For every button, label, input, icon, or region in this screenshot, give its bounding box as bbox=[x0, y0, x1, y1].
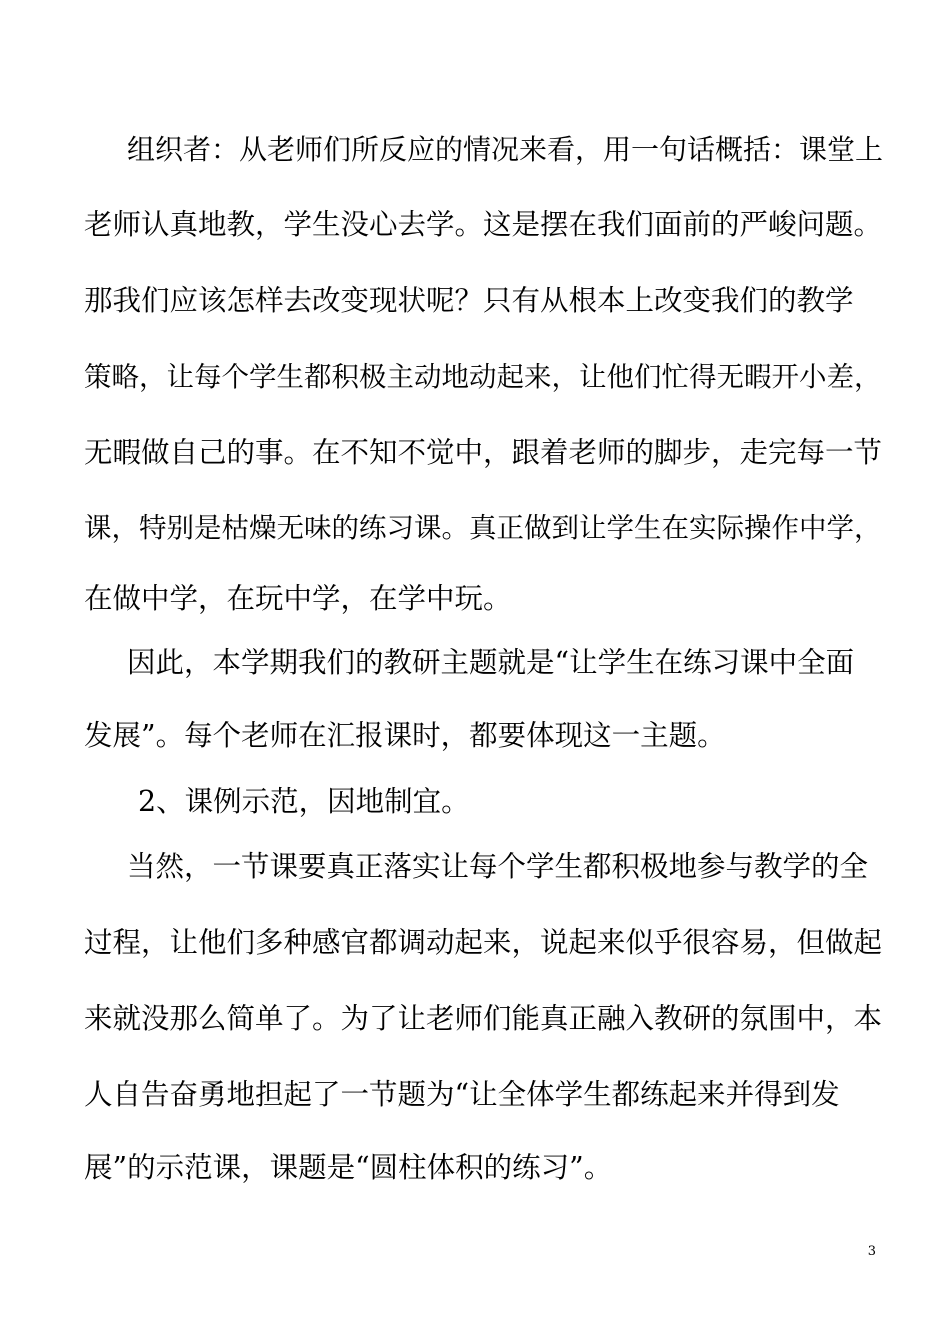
paragraph-line: 课，特别是枯燥无味的练习课。真正做到让学生在实际操作中学， bbox=[84, 512, 882, 544]
section-heading: 2、课例示范，因地制宜。 bbox=[138, 785, 470, 818]
paragraph-line: 发展”。每个老师在汇报课时，都要体现这一主题。 bbox=[84, 719, 726, 752]
paragraph-line: 组织者：从老师们所反应的情况来看，用一句话概括：课堂上 bbox=[127, 133, 884, 166]
page-number: 3 bbox=[867, 1244, 876, 1259]
paragraph-line: 那我们应该怎样去改变现状呢？只有从根本上改变我们的教学 bbox=[84, 284, 854, 317]
paragraph-line: 当然，一节课要真正落实让每个学生都积极地参与教学的全 bbox=[127, 850, 869, 883]
paragraph-line: 策略，让每个学生都积极主动地动起来，让他们忙得无暇开小差， bbox=[84, 361, 882, 393]
paragraph-line: 人自告奋勇地担起了一节题为“让全体学生都练起来并得到发 bbox=[84, 1078, 840, 1111]
paragraph-line: 展”的示范课，课题是“圆柱体积的练习”。 bbox=[84, 1151, 613, 1184]
paragraph-line: 在做中学，在玩中学，在学中玩。 bbox=[84, 582, 512, 615]
paragraph-line: 来就没那么简单了。为了让老师们能真正融入教研的氛围中，本 bbox=[84, 1002, 883, 1035]
paragraph-line: 过程，让他们多种感官都调动起来，说起来似乎很容易，但做起 bbox=[84, 926, 883, 959]
paragraph-line: 因此，本学期我们的教研主题就是“让学生在练习课中全面 bbox=[127, 646, 855, 679]
paragraph-line: 老师认真地教，学生没心去学。这是摆在我们面前的严峻问题。 bbox=[84, 208, 883, 241]
paragraph-line: 无暇做自己的事。在不知不觉中，跟着老师的脚步，走完每一节 bbox=[84, 436, 883, 469]
